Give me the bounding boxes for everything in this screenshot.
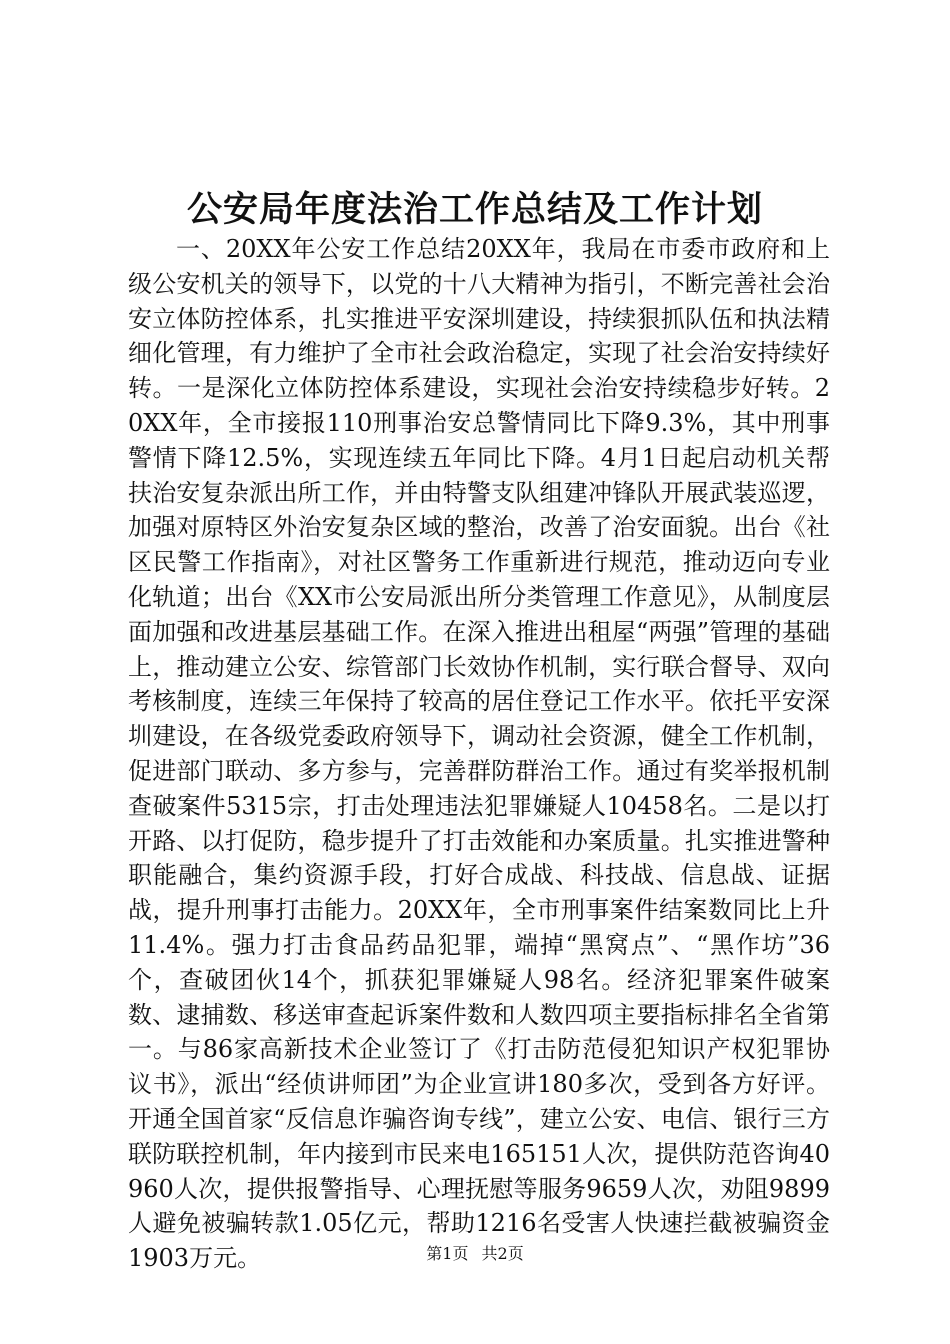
body-paragraph: 一、20XX年公安工作总结20XX年，我局在市委市政府和上级公安机关的领导下，以党的十八大精神为指引，不断完善社会治安立体防控体系，扎实推进平安深圳建设，持续狠抓队伍和执法精细化管理，有力维护了全市社会政治稳定，实现了社会治安持续好转。一是深化立体防控体系建设，实现社会治安持续稳步好转。20XX年，全市接报110刑事治安总警情同比下降9.3%，其中刑事警情下降12.5%，实现连续五年同比下降。4月1日起启动机关帮扶治安复杂派出所工作，并由特警支队组建冲锋队开展武装巡逻，加强对原特区外治安复杂区域的整治，改善了治安面貌。出台《社区民警工作指南》，对社区警务工作重新进行规范，推动迈向专业化轨道；出台《XX市公安局派出所分类管理工作意见》，从制度层面加强和改进基层基础工作。在深入推进出租屋“两强”管理的基础上，推动建立公安、综管部门长效协作机制，实行联合督导、双向考核制度，连续三年保持了较高的居住登记工作水平。依托平安深圳建设，在各级党委政府领导下，调动社会资源，健全工作机制，促进部门联动、多方参与，完善群防群治工作。通过有奖举报机制查破案件5315宗，打击处理违法犯罪嫌疑人10458名。二是以打开路、以打促防，稳步提升了打击效能和办案质量。扎实推进警种职能融合，集约资源手段，打好合成战、科技战、信息战、证据战，提升刑事打击能力。20XX年，全市刑事案件结案数同比上升11.4%。强力打击食品药品犯罪，端掉“黑窝点”、“黑作坊”36个，查破团伙14个，抓获犯罪嫌疑人98名。经济犯罪案件破案数、逮捕数、移送审查起诉案件数和人数四项主要指标排名全省第一。与86家高新技术企业签订了《打击防范侵犯知识产权犯罪协议书》，派出“经侦讲师团”为企业宣讲180多次，受到各方好评。开通全国首家“反信息诈骗咨询专线”，建立公安、电信、银行三方联防联控机制，年内接到市民来电165151人次，提供防范咨询40960人次，提供报警指导、心理抚慰等服务9659人次，劝阻9899人避免被骗转款1.05亿元，帮助1216名受害人快速拦截被骗资金1903万元。: [128, 235, 830, 1273]
page-number: 第1页: [426, 1244, 469, 1263]
page-count: 共2页: [481, 1244, 524, 1263]
page-footer: [0, 1243, 950, 1265]
document-title: 公安局年度法治工作总结及工作计划: [186, 189, 763, 230]
